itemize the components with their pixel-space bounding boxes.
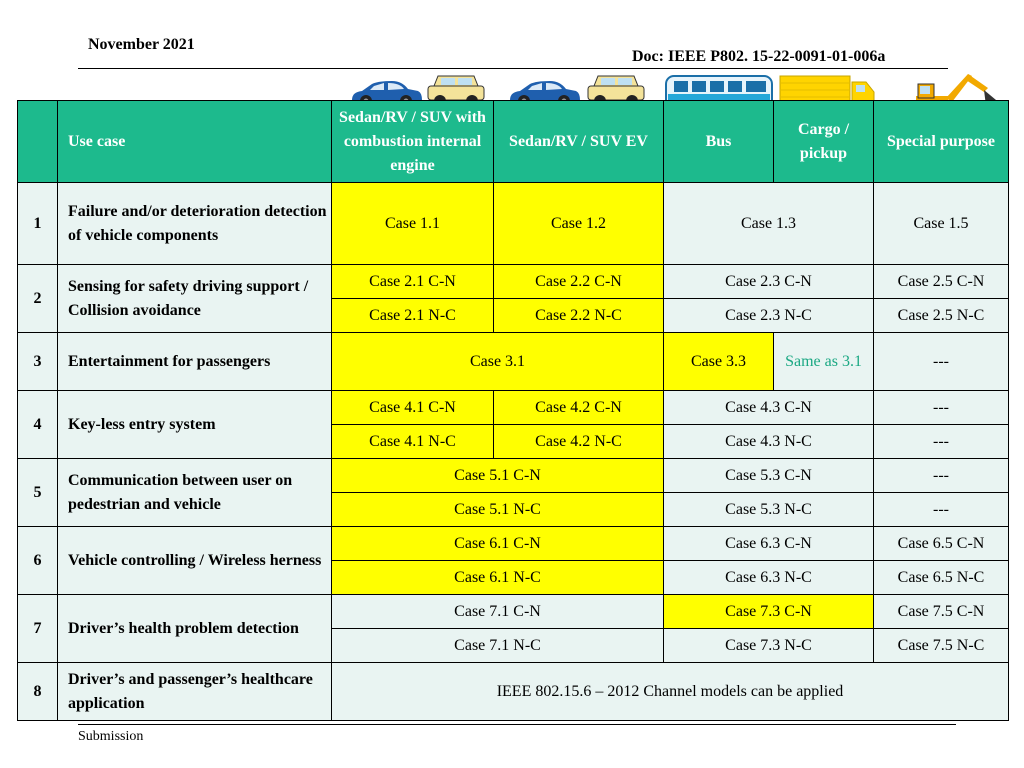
- use-case-table: [17, 100, 1009, 721]
- case-cell: ---: [874, 459, 1009, 493]
- table-row: [18, 663, 1009, 721]
- case-cell: Case 2.3 C-N: [664, 265, 874, 299]
- case-cell: Case 6.1 C-N: [332, 527, 664, 561]
- case-cell: Case 6.1 N-C: [332, 561, 664, 595]
- table-row: [18, 265, 1009, 299]
- case-cell: Case 6.5 N-C: [874, 561, 1009, 595]
- case-cell: Case 5.1 N-C: [332, 493, 664, 527]
- case-cell: Case 2.1 C-N: [332, 265, 494, 299]
- case-cell: Case 7.1 N-C: [332, 629, 664, 663]
- footer-submission: Submission: [78, 729, 144, 744]
- case-cell: Case 6.3 N-C: [664, 561, 874, 595]
- case-cell: Case 6.3 C-N: [664, 527, 874, 561]
- case-cell: Case 1.5: [874, 183, 1009, 265]
- footer-rule: [78, 724, 956, 725]
- row-number: 5: [18, 459, 58, 527]
- case-cell: Case 4.3 N-C: [664, 425, 874, 459]
- case-cell: Case 7.3 C-N: [664, 595, 874, 629]
- case-cell: Case 7.3 N-C: [664, 629, 874, 663]
- use-case-name: Key-less entry system: [58, 391, 332, 459]
- row-number: 1: [18, 183, 58, 265]
- case-cell: Case 7.1 C-N: [332, 595, 664, 629]
- header-special: Special purpose: [874, 101, 1009, 183]
- header-doc-id: Doc: IEEE P802. 15-22-0091-01-006a: [632, 48, 886, 65]
- case-cell: ---: [874, 425, 1009, 459]
- use-case-name: Vehicle controlling / Wireless herness: [58, 527, 332, 595]
- case-cell: Case 4.1 N-C: [332, 425, 494, 459]
- table-row: [18, 459, 1009, 493]
- table-header-row: [18, 101, 1009, 183]
- case-cell: Case 4.2 C-N: [494, 391, 664, 425]
- row-number: 6: [18, 527, 58, 595]
- case-cell: Case 3.3: [664, 333, 774, 391]
- use-case-name: Driver’s and passenger’s healthcare application: [58, 663, 332, 721]
- case-cell: Case 5.3 C-N: [664, 459, 874, 493]
- table-row: [18, 595, 1009, 629]
- case-cell: Case 4.1 C-N: [332, 391, 494, 425]
- case-cell: Case 7.5 C-N: [874, 595, 1009, 629]
- header-use-case: Use case: [58, 101, 332, 183]
- row-number: 4: [18, 391, 58, 459]
- header-sedan-combustion: Sedan/RV / SUV with combustion internal engine: [332, 101, 494, 183]
- case-cell: Case 2.2 N-C: [494, 299, 664, 333]
- header-num-cell: [18, 101, 58, 183]
- case-cell: Case 2.5 C-N: [874, 265, 1009, 299]
- header-date: November 2021: [88, 36, 195, 53]
- row-number: 3: [18, 333, 58, 391]
- header-cargo: Cargo / pickup: [774, 101, 874, 183]
- row-number: 8: [18, 663, 58, 721]
- case-cell: Case 4.2 N-C: [494, 425, 664, 459]
- case-cell: ---: [874, 493, 1009, 527]
- case-cell: Case 5.1 C-N: [332, 459, 664, 493]
- row-number: 2: [18, 265, 58, 333]
- case-cell: Case 7.5 N-C: [874, 629, 1009, 663]
- row-number: 7: [18, 595, 58, 663]
- header-rule: [78, 68, 948, 69]
- case-cell-wide: IEEE 802.15.6 – 2012 Channel models can be applied: [332, 663, 1009, 721]
- use-case-name: Driver’s health problem detection: [58, 595, 332, 663]
- case-cell: ---: [874, 333, 1009, 391]
- use-case-name: Failure and/or deterioration detection of vehicle components: [58, 183, 332, 265]
- header-bus: Bus: [664, 101, 774, 183]
- case-cell: Case 3.1: [332, 333, 664, 391]
- case-cell: Case 1.1: [332, 183, 494, 265]
- case-cell: Case 5.3 N-C: [664, 493, 874, 527]
- case-cell: Case 2.3 N-C: [664, 299, 874, 333]
- case-cell-same-as: Same as 3.1: [774, 333, 874, 391]
- table-row: [18, 527, 1009, 561]
- case-cell: Case 2.1 N-C: [332, 299, 494, 333]
- use-case-name: Communication between user on pedestrian and vehicle: [58, 459, 332, 527]
- case-cell: Case 1.2: [494, 183, 664, 265]
- case-cell: Case 1.3: [664, 183, 874, 265]
- case-cell: ---: [874, 391, 1009, 425]
- use-case-name: Entertainment for passengers: [58, 333, 332, 391]
- case-cell: Case 2.2 C-N: [494, 265, 664, 299]
- case-cell: Case 4.3 C-N: [664, 391, 874, 425]
- case-cell: Case 2.5 N-C: [874, 299, 1009, 333]
- use-case-name: Sensing for safety driving support / Collision avoidance: [58, 265, 332, 333]
- header-sedan-ev: Sedan/RV / SUV EV: [494, 101, 664, 183]
- table-row: [18, 391, 1009, 425]
- case-cell: Case 6.5 C-N: [874, 527, 1009, 561]
- table-row: [18, 183, 1009, 265]
- table-row: [18, 333, 1009, 391]
